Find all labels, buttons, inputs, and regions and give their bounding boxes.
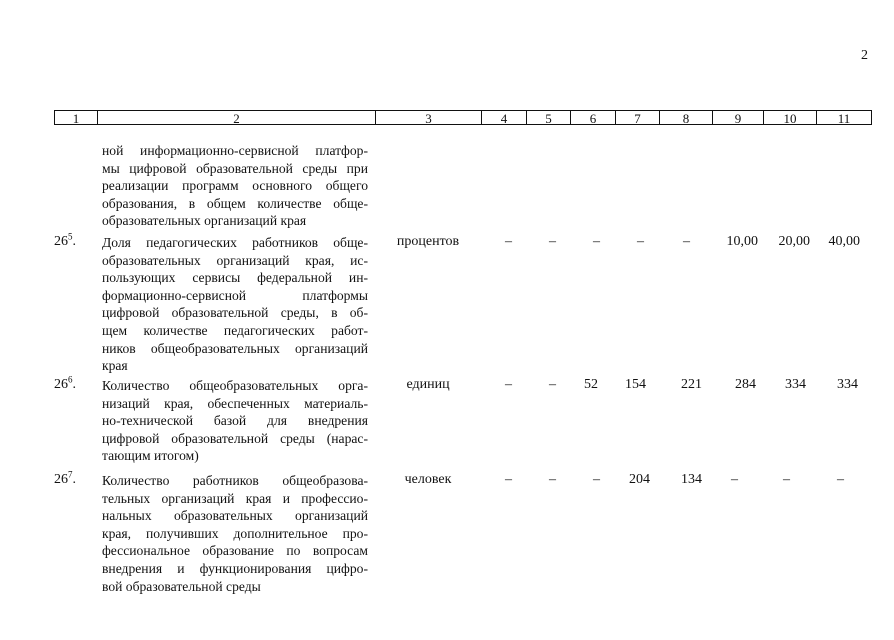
description-line: вой образовательной среды xyxy=(102,578,261,594)
table-header xyxy=(54,110,872,126)
header-cell-7: 7 xyxy=(616,110,660,125)
description-line: фессиональное образование по вопросам xyxy=(102,543,368,559)
value-col-11: 334 xyxy=(837,377,858,392)
header-cell-1: 1 xyxy=(54,110,98,125)
header-cell-11: 11 xyxy=(817,110,872,125)
value-col-6: – xyxy=(593,472,600,487)
row-number: $26^7$. xyxy=(54,469,76,487)
header-cell-3: 3 xyxy=(376,110,482,125)
description-line: Количество общеобразовательных орга- xyxy=(102,378,368,393)
value-col-9: – xyxy=(731,472,738,487)
value-col-10: 334 xyxy=(785,377,806,392)
row-number-sup: 7 xyxy=(68,469,73,480)
description-line: края, получивших дополнительное про- xyxy=(102,525,368,541)
description-line: пользующих сервисы федеральной ин- xyxy=(102,270,368,286)
description-line: нальных образовательных организаций xyxy=(102,508,368,524)
header-cell-2: 2 xyxy=(98,110,376,125)
value-col-6: 52 xyxy=(584,377,598,392)
description-line: тельных организаций края и профессио- xyxy=(102,490,368,506)
row-unit: процентов xyxy=(396,234,460,249)
value-col-7: – xyxy=(637,234,644,249)
description-line: образования, в общем количестве обще- xyxy=(102,195,368,211)
value-col-8: – xyxy=(683,234,690,249)
value-col-8: 221 xyxy=(681,377,702,392)
description-line: но-технической базой для внедрения xyxy=(102,413,368,429)
row-number: $26^5$. xyxy=(54,231,76,249)
value-col-10: – xyxy=(783,472,790,487)
value-col-9: 284 xyxy=(735,377,756,392)
description-line: образовательных организаций края, ис- xyxy=(102,252,368,268)
row-unit: человек xyxy=(404,472,452,487)
description-line: ной информационно-сервисной платфор- xyxy=(102,143,368,158)
header-cell-4: 4 xyxy=(482,110,527,125)
row-description xyxy=(102,234,368,375)
description-line: внедрения и функционирования цифро- xyxy=(102,560,368,576)
value-col-4: – xyxy=(505,234,512,249)
description-line: цифровой образовательной среды (нарас- xyxy=(102,430,368,446)
value-col-6: – xyxy=(593,234,600,249)
value-col-7: 204 xyxy=(629,472,650,487)
row-number: $26^6$. xyxy=(54,374,76,392)
row-number-main: 26 xyxy=(54,472,68,487)
value-col-10: 20,00 xyxy=(778,234,810,249)
row-description xyxy=(102,377,368,465)
row-number-sup: 5 xyxy=(68,231,73,242)
row-description xyxy=(102,142,368,230)
value-col-4: – xyxy=(505,472,512,487)
value-col-5: – xyxy=(549,234,556,249)
description-line: Доля педагогических работников обще- xyxy=(102,235,368,250)
value-col-9: 10,00 xyxy=(726,234,758,249)
description-line: формационно-сервисной платформы xyxy=(102,287,368,303)
description-line: края xyxy=(102,358,128,374)
header-cell-6: 6 xyxy=(571,110,616,125)
value-col-4: – xyxy=(505,377,512,392)
row-description xyxy=(102,472,368,595)
row-number-main: 26 xyxy=(54,377,68,392)
value-col-5: – xyxy=(549,472,556,487)
row-number-sup: 6 xyxy=(68,374,73,385)
description-line: мы цифровой образовательной среды при xyxy=(102,160,368,176)
description-line: низаций края, обеспеченных материаль- xyxy=(102,395,368,411)
value-col-11: 40,00 xyxy=(828,234,860,249)
value-col-7: 154 xyxy=(625,377,646,392)
page-number: 2 xyxy=(861,48,868,63)
header-cell-5: 5 xyxy=(527,110,571,125)
value-col-8: 134 xyxy=(681,472,702,487)
header-cell-8: 8 xyxy=(660,110,713,125)
description-line: ников общеобразовательных организаций xyxy=(102,340,368,356)
row-unit: единиц xyxy=(406,377,450,392)
header-cell-10: 10 xyxy=(764,110,817,125)
description-line: образовательных организаций края xyxy=(102,213,307,229)
value-col-11: – xyxy=(837,472,844,487)
description-line: тающим итогом) xyxy=(102,448,199,464)
description-line: цифровой образовательной среды, в об- xyxy=(102,305,368,321)
row-number-main: 26 xyxy=(54,234,68,249)
description-line: реализации программ основного общего xyxy=(102,178,368,194)
description-line: щем количестве педагогических работ- xyxy=(102,322,368,338)
description-line: Количество работников общеобразова- xyxy=(102,473,368,488)
value-col-5: – xyxy=(549,377,556,392)
header-cell-9: 9 xyxy=(713,110,764,125)
